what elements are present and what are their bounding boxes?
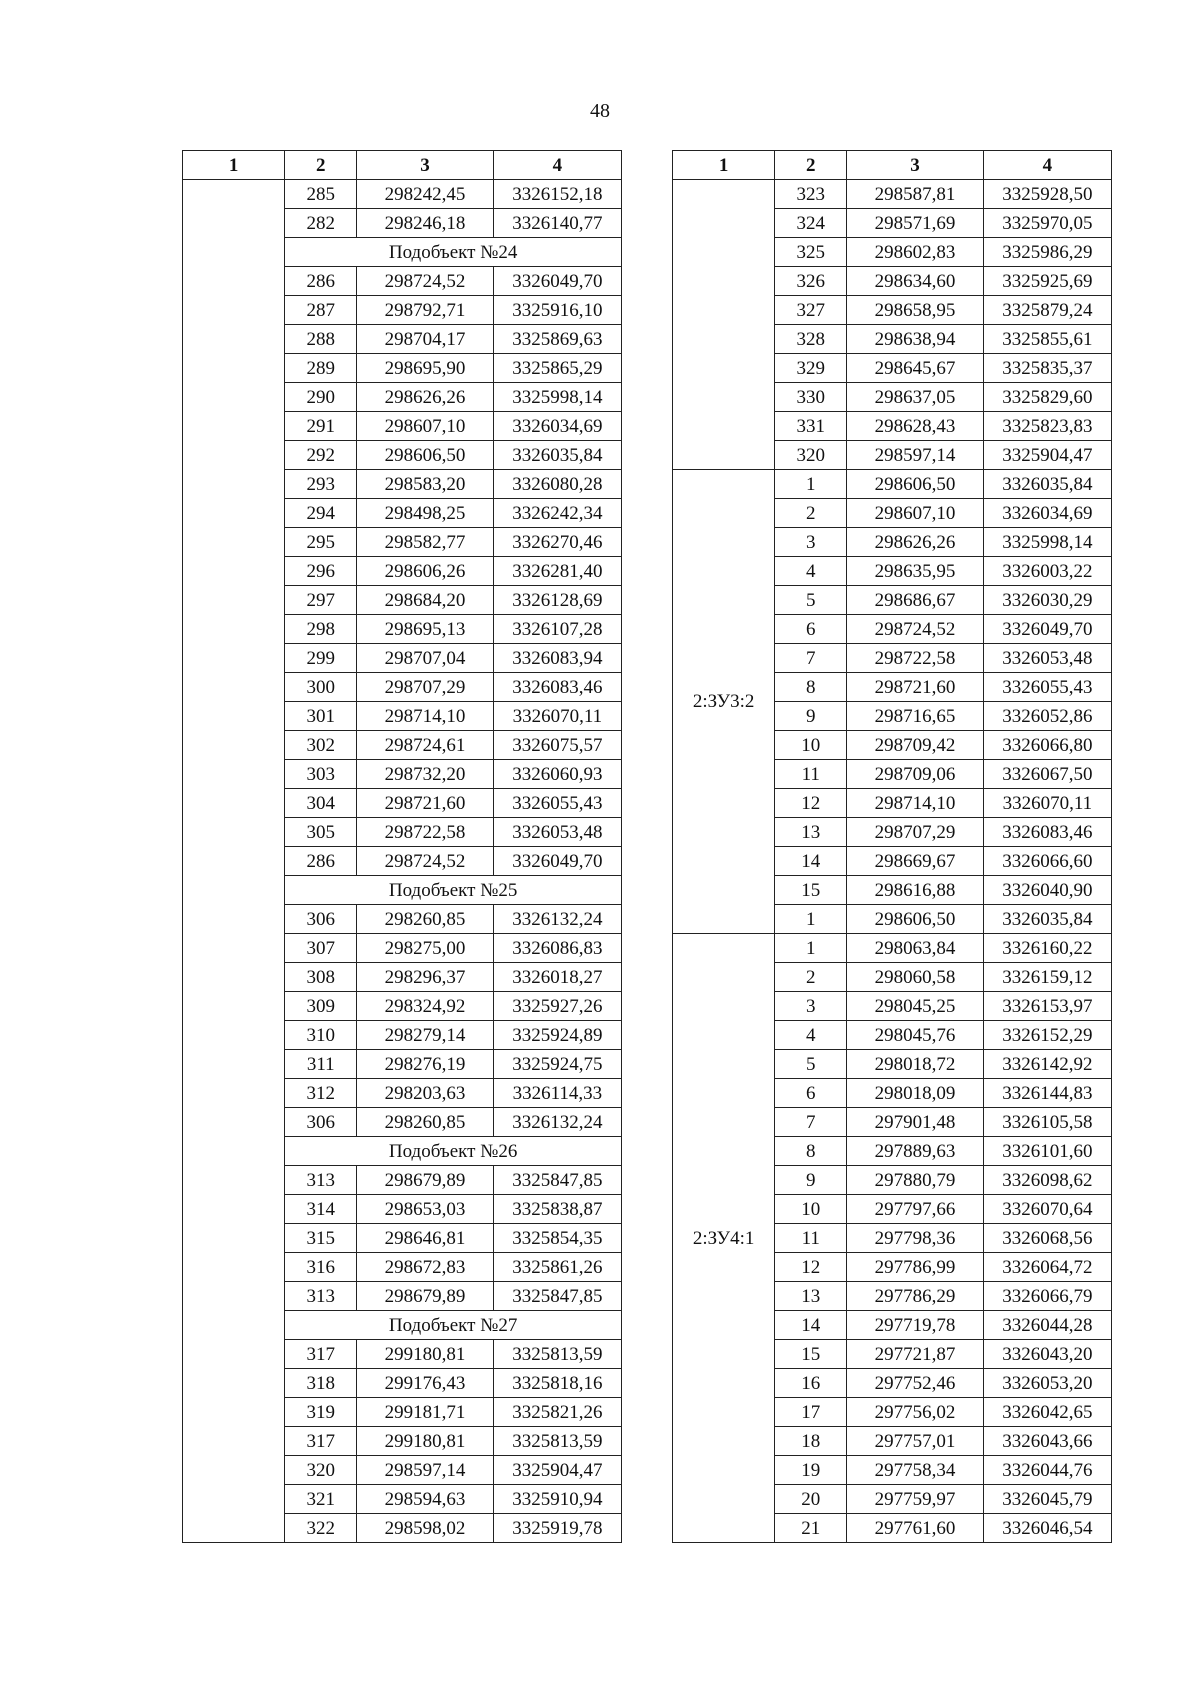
x-coordinate-cell: 298628,43 (847, 412, 983, 441)
x-coordinate-cell: 299180,81 (357, 1427, 493, 1456)
table-row (183, 180, 622, 209)
y-coordinate-cell: 3326128,69 (493, 586, 621, 615)
point-number-cell: 313 (285, 1282, 357, 1311)
header-col-2: 2 (285, 151, 357, 180)
x-coordinate-cell: 298296,37 (357, 963, 493, 992)
y-coordinate-cell: 3326132,24 (493, 1108, 621, 1137)
point-number-cell: 9 (775, 1166, 847, 1195)
point-number-cell: 4 (775, 557, 847, 586)
y-coordinate-cell: 3326066,79 (983, 1282, 1111, 1311)
point-number-cell: 299 (285, 644, 357, 673)
x-coordinate-cell: 298672,83 (357, 1253, 493, 1282)
subobject-title: Подобъект №25 (285, 876, 622, 905)
y-coordinate-cell: 3325854,35 (493, 1224, 621, 1253)
y-coordinate-cell: 3326144,83 (983, 1079, 1111, 1108)
x-coordinate-cell: 298709,42 (847, 731, 983, 760)
point-number-cell: 12 (775, 1253, 847, 1282)
x-coordinate-cell: 298246,18 (357, 209, 493, 238)
y-coordinate-cell: 3326152,29 (983, 1021, 1111, 1050)
x-coordinate-cell: 297756,02 (847, 1398, 983, 1427)
point-number-cell: 301 (285, 702, 357, 731)
y-coordinate-cell: 3326049,70 (493, 267, 621, 296)
y-coordinate-cell: 3325835,37 (983, 354, 1111, 383)
point-number-cell: 328 (775, 325, 847, 354)
y-coordinate-cell: 3326086,83 (493, 934, 621, 963)
x-coordinate-cell: 298669,67 (847, 847, 983, 876)
point-number-cell: 315 (285, 1224, 357, 1253)
y-coordinate-cell: 3326068,56 (983, 1224, 1111, 1253)
y-coordinate-cell: 3326046,54 (983, 1514, 1111, 1543)
x-coordinate-cell: 298695,90 (357, 354, 493, 383)
point-number-cell: 319 (285, 1398, 357, 1427)
table-header-row (183, 151, 622, 180)
y-coordinate-cell: 3326052,86 (983, 702, 1111, 731)
y-coordinate-cell: 3326105,58 (983, 1108, 1111, 1137)
point-number-cell: 15 (775, 1340, 847, 1369)
x-coordinate-cell: 298724,52 (357, 267, 493, 296)
y-coordinate-cell: 3326098,62 (983, 1166, 1111, 1195)
x-coordinate-cell: 297721,87 (847, 1340, 983, 1369)
y-coordinate-cell: 3326070,11 (493, 702, 621, 731)
y-coordinate-cell: 3325829,60 (983, 383, 1111, 412)
x-coordinate-cell: 298594,63 (357, 1485, 493, 1514)
y-coordinate-cell: 3326035,84 (983, 470, 1111, 499)
point-number-cell: 331 (775, 412, 847, 441)
point-number-cell: 3 (775, 992, 847, 1021)
y-coordinate-cell: 3326043,66 (983, 1427, 1111, 1456)
x-coordinate-cell: 298607,10 (847, 499, 983, 528)
y-coordinate-cell: 3325919,78 (493, 1514, 621, 1543)
x-coordinate-cell: 298606,50 (847, 905, 983, 934)
x-coordinate-cell: 298571,69 (847, 209, 983, 238)
y-coordinate-cell: 3325924,89 (493, 1021, 621, 1050)
y-coordinate-cell: 3326003,22 (983, 557, 1111, 586)
point-number-cell: 303 (285, 760, 357, 789)
point-number-cell: 8 (775, 1137, 847, 1166)
x-coordinate-cell: 297880,79 (847, 1166, 983, 1195)
point-number-cell: 323 (775, 180, 847, 209)
point-number-cell: 307 (285, 934, 357, 963)
object-id-cell (673, 180, 775, 470)
point-number-cell: 321 (285, 1485, 357, 1514)
x-coordinate-cell: 298607,10 (357, 412, 493, 441)
point-number-cell: 17 (775, 1398, 847, 1427)
x-coordinate-cell: 299176,43 (357, 1369, 493, 1398)
subobject-title: Подобъект №26 (285, 1137, 622, 1166)
point-number-cell: 287 (285, 296, 357, 325)
y-coordinate-cell: 3326070,64 (983, 1195, 1111, 1224)
y-coordinate-cell: 3326101,60 (983, 1137, 1111, 1166)
y-coordinate-cell: 3326083,46 (493, 673, 621, 702)
point-number-cell: 19 (775, 1456, 847, 1485)
y-coordinate-cell: 3325998,14 (493, 383, 621, 412)
y-coordinate-cell: 3325879,24 (983, 296, 1111, 325)
x-coordinate-cell: 298324,92 (357, 992, 493, 1021)
x-coordinate-cell: 298045,76 (847, 1021, 983, 1050)
y-coordinate-cell: 3326042,65 (983, 1398, 1111, 1427)
point-number-cell: 7 (775, 644, 847, 673)
y-coordinate-cell: 3326035,84 (983, 905, 1111, 934)
x-coordinate-cell: 298626,26 (357, 383, 493, 412)
x-coordinate-cell: 297798,36 (847, 1224, 983, 1253)
y-coordinate-cell: 3326053,48 (983, 644, 1111, 673)
coordinates-table-right (672, 150, 1112, 1543)
y-coordinate-cell: 3326242,34 (493, 499, 621, 528)
x-coordinate-cell: 298658,95 (847, 296, 983, 325)
point-number-cell: 5 (775, 1050, 847, 1079)
x-coordinate-cell: 298679,89 (357, 1166, 493, 1195)
x-coordinate-cell: 297759,97 (847, 1485, 983, 1514)
x-coordinate-cell: 297761,60 (847, 1514, 983, 1543)
y-coordinate-cell: 3325855,61 (983, 325, 1111, 354)
point-number-cell: 304 (285, 789, 357, 818)
point-number-cell: 286 (285, 847, 357, 876)
x-coordinate-cell: 298242,45 (357, 180, 493, 209)
x-coordinate-cell: 298582,77 (357, 528, 493, 557)
point-number-cell: 308 (285, 963, 357, 992)
x-coordinate-cell: 298653,03 (357, 1195, 493, 1224)
x-coordinate-cell: 298203,63 (357, 1079, 493, 1108)
x-coordinate-cell: 298018,72 (847, 1050, 983, 1079)
y-coordinate-cell: 3326034,69 (493, 412, 621, 441)
y-coordinate-cell: 3325916,10 (493, 296, 621, 325)
x-coordinate-cell: 298707,29 (357, 673, 493, 702)
x-coordinate-cell: 297786,29 (847, 1282, 983, 1311)
y-coordinate-cell: 3326075,57 (493, 731, 621, 760)
y-coordinate-cell: 3325998,14 (983, 528, 1111, 557)
point-number-cell: 291 (285, 412, 357, 441)
y-coordinate-cell: 3326044,28 (983, 1311, 1111, 1340)
point-number-cell: 300 (285, 673, 357, 702)
y-coordinate-cell: 3326142,92 (983, 1050, 1111, 1079)
y-coordinate-cell: 3326067,50 (983, 760, 1111, 789)
point-number-cell: 8 (775, 673, 847, 702)
point-number-cell: 316 (285, 1253, 357, 1282)
y-coordinate-cell: 3326040,90 (983, 876, 1111, 905)
y-coordinate-cell: 3326083,94 (493, 644, 621, 673)
point-number-cell: 313 (285, 1166, 357, 1195)
header-col-1: 1 (183, 151, 285, 180)
y-coordinate-cell: 3325838,87 (493, 1195, 621, 1224)
x-coordinate-cell: 298721,60 (847, 673, 983, 702)
point-number-cell: 3 (775, 528, 847, 557)
point-number-cell: 282 (285, 209, 357, 238)
y-coordinate-cell: 3326066,80 (983, 731, 1111, 760)
x-coordinate-cell: 298602,83 (847, 238, 983, 267)
x-coordinate-cell: 298606,50 (357, 441, 493, 470)
point-number-cell: 20 (775, 1485, 847, 1514)
x-coordinate-cell: 298732,20 (357, 760, 493, 789)
y-coordinate-cell: 3325986,29 (983, 238, 1111, 267)
point-number-cell: 320 (775, 441, 847, 470)
x-coordinate-cell: 298709,06 (847, 760, 983, 789)
x-coordinate-cell: 298684,20 (357, 586, 493, 615)
header-col-4: 4 (493, 151, 621, 180)
header-col-3: 3 (357, 151, 493, 180)
point-number-cell: 15 (775, 876, 847, 905)
y-coordinate-cell: 3326030,29 (983, 586, 1111, 615)
y-coordinate-cell: 3326132,24 (493, 905, 621, 934)
point-number-cell: 11 (775, 760, 847, 789)
y-coordinate-cell: 3326270,46 (493, 528, 621, 557)
y-coordinate-cell: 3325813,59 (493, 1427, 621, 1456)
y-coordinate-cell: 3326034,69 (983, 499, 1111, 528)
x-coordinate-cell: 298695,13 (357, 615, 493, 644)
point-number-cell: 1 (775, 470, 847, 499)
y-coordinate-cell: 3326064,72 (983, 1253, 1111, 1282)
y-coordinate-cell: 3326152,18 (493, 180, 621, 209)
point-number-cell: 18 (775, 1427, 847, 1456)
point-number-cell: 294 (285, 499, 357, 528)
y-coordinate-cell: 3326055,43 (983, 673, 1111, 702)
x-coordinate-cell: 298646,81 (357, 1224, 493, 1253)
point-number-cell: 314 (285, 1195, 357, 1224)
x-coordinate-cell: 298722,58 (357, 818, 493, 847)
y-coordinate-cell: 3325924,75 (493, 1050, 621, 1079)
y-coordinate-cell: 3325865,29 (493, 354, 621, 383)
y-coordinate-cell: 3325847,85 (493, 1282, 621, 1311)
x-coordinate-cell: 298707,29 (847, 818, 983, 847)
point-number-cell: 285 (285, 180, 357, 209)
x-coordinate-cell: 298498,25 (357, 499, 493, 528)
x-coordinate-cell: 299181,71 (357, 1398, 493, 1427)
x-coordinate-cell: 297719,78 (847, 1311, 983, 1340)
subobject-title: Подобъект №27 (285, 1311, 622, 1340)
x-coordinate-cell: 298597,14 (847, 441, 983, 470)
y-coordinate-cell: 3326140,77 (493, 209, 621, 238)
point-number-cell: 4 (775, 1021, 847, 1050)
point-number-cell: 289 (285, 354, 357, 383)
point-number-cell: 317 (285, 1427, 357, 1456)
y-coordinate-cell: 3325869,63 (493, 325, 621, 354)
x-coordinate-cell: 298724,52 (847, 615, 983, 644)
x-coordinate-cell: 298724,52 (357, 847, 493, 876)
header-col-3: 3 (847, 151, 983, 180)
point-number-cell: 298 (285, 615, 357, 644)
x-coordinate-cell: 298634,60 (847, 267, 983, 296)
x-coordinate-cell: 298716,65 (847, 702, 983, 731)
point-number-cell: 1 (775, 905, 847, 934)
header-col-1: 1 (673, 151, 775, 180)
x-coordinate-cell: 298635,95 (847, 557, 983, 586)
y-coordinate-cell: 3326053,20 (983, 1369, 1111, 1398)
object-id-cell: 2:ЗУ3:2 (673, 470, 775, 934)
x-coordinate-cell: 298707,04 (357, 644, 493, 673)
point-number-cell: 9 (775, 702, 847, 731)
y-coordinate-cell: 3326043,20 (983, 1340, 1111, 1369)
point-number-cell: 14 (775, 847, 847, 876)
x-coordinate-cell: 297757,01 (847, 1427, 983, 1456)
x-coordinate-cell: 298060,58 (847, 963, 983, 992)
y-coordinate-cell: 3325818,16 (493, 1369, 621, 1398)
x-coordinate-cell: 298598,02 (357, 1514, 493, 1543)
point-number-cell: 21 (775, 1514, 847, 1543)
point-number-cell: 318 (285, 1369, 357, 1398)
point-number-cell: 11 (775, 1224, 847, 1253)
x-coordinate-cell: 298276,19 (357, 1050, 493, 1079)
point-number-cell: 6 (775, 615, 847, 644)
point-number-cell: 302 (285, 731, 357, 760)
y-coordinate-cell: 3325904,47 (493, 1456, 621, 1485)
x-coordinate-cell: 299180,81 (357, 1340, 493, 1369)
object-id-cell (183, 180, 285, 1543)
x-coordinate-cell: 298721,60 (357, 789, 493, 818)
point-number-cell: 5 (775, 586, 847, 615)
point-number-cell: 309 (285, 992, 357, 1021)
x-coordinate-cell: 297901,48 (847, 1108, 983, 1137)
y-coordinate-cell: 3326035,84 (493, 441, 621, 470)
y-coordinate-cell: 3326083,46 (983, 818, 1111, 847)
point-number-cell: 310 (285, 1021, 357, 1050)
point-number-cell: 288 (285, 325, 357, 354)
x-coordinate-cell: 298260,85 (357, 1108, 493, 1137)
x-coordinate-cell: 298722,58 (847, 644, 983, 673)
point-number-cell: 10 (775, 1195, 847, 1224)
point-number-cell: 286 (285, 267, 357, 296)
table-header-row (673, 151, 1112, 180)
x-coordinate-cell: 298018,09 (847, 1079, 983, 1108)
x-coordinate-cell: 298637,05 (847, 383, 983, 412)
y-coordinate-cell: 3325928,50 (983, 180, 1111, 209)
point-number-cell: 306 (285, 1108, 357, 1137)
x-coordinate-cell: 298587,81 (847, 180, 983, 209)
x-coordinate-cell: 298626,26 (847, 528, 983, 557)
y-coordinate-cell: 3326160,22 (983, 934, 1111, 963)
point-number-cell: 297 (285, 586, 357, 615)
y-coordinate-cell: 3325821,26 (493, 1398, 621, 1427)
point-number-cell: 6 (775, 1079, 847, 1108)
x-coordinate-cell: 298679,89 (357, 1282, 493, 1311)
point-number-cell: 305 (285, 818, 357, 847)
x-coordinate-cell: 298063,84 (847, 934, 983, 963)
x-coordinate-cell: 298704,17 (357, 325, 493, 354)
y-coordinate-cell: 3326049,70 (983, 615, 1111, 644)
y-coordinate-cell: 3325847,85 (493, 1166, 621, 1195)
point-number-cell: 295 (285, 528, 357, 557)
table-row (673, 180, 1112, 209)
y-coordinate-cell: 3326107,28 (493, 615, 621, 644)
x-coordinate-cell: 298714,10 (357, 702, 493, 731)
y-coordinate-cell: 3326044,76 (983, 1456, 1111, 1485)
point-number-cell: 13 (775, 818, 847, 847)
point-number-cell: 16 (775, 1369, 847, 1398)
object-id-cell: 2:ЗУ4:1 (673, 934, 775, 1543)
point-number-cell: 330 (775, 383, 847, 412)
point-number-cell: 13 (775, 1282, 847, 1311)
y-coordinate-cell: 3326070,11 (983, 789, 1111, 818)
x-coordinate-cell: 297758,34 (847, 1456, 983, 1485)
x-coordinate-cell: 298606,26 (357, 557, 493, 586)
point-number-cell: 311 (285, 1050, 357, 1079)
x-coordinate-cell: 298714,10 (847, 789, 983, 818)
y-coordinate-cell: 3326114,33 (493, 1079, 621, 1108)
point-number-cell: 327 (775, 296, 847, 325)
x-coordinate-cell: 298724,61 (357, 731, 493, 760)
y-coordinate-cell: 3325823,83 (983, 412, 1111, 441)
point-number-cell: 326 (775, 267, 847, 296)
y-coordinate-cell: 3326080,28 (493, 470, 621, 499)
coordinates-table-left (182, 150, 622, 1543)
y-coordinate-cell: 3325970,05 (983, 209, 1111, 238)
x-coordinate-cell: 298616,88 (847, 876, 983, 905)
page-number: 48 (590, 100, 610, 122)
y-coordinate-cell: 3326055,43 (493, 789, 621, 818)
y-coordinate-cell: 3326281,40 (493, 557, 621, 586)
point-number-cell: 14 (775, 1311, 847, 1340)
x-coordinate-cell: 298686,67 (847, 586, 983, 615)
point-number-cell: 2 (775, 499, 847, 528)
point-number-cell: 7 (775, 1108, 847, 1137)
y-coordinate-cell: 3325904,47 (983, 441, 1111, 470)
point-number-cell: 10 (775, 731, 847, 760)
y-coordinate-cell: 3326159,12 (983, 963, 1111, 992)
x-coordinate-cell: 298638,94 (847, 325, 983, 354)
point-number-cell: 324 (775, 209, 847, 238)
y-coordinate-cell: 3325927,26 (493, 992, 621, 1021)
point-number-cell: 320 (285, 1456, 357, 1485)
x-coordinate-cell: 297889,63 (847, 1137, 983, 1166)
point-number-cell: 2 (775, 963, 847, 992)
y-coordinate-cell: 3326053,48 (493, 818, 621, 847)
y-coordinate-cell: 3325910,94 (493, 1485, 621, 1514)
y-coordinate-cell: 3326049,70 (493, 847, 621, 876)
point-number-cell: 293 (285, 470, 357, 499)
x-coordinate-cell: 298583,20 (357, 470, 493, 499)
header-col-4: 4 (983, 151, 1111, 180)
point-number-cell: 317 (285, 1340, 357, 1369)
x-coordinate-cell: 298279,14 (357, 1021, 493, 1050)
x-coordinate-cell: 297786,99 (847, 1253, 983, 1282)
point-number-cell: 329 (775, 354, 847, 383)
x-coordinate-cell: 298260,85 (357, 905, 493, 934)
point-number-cell: 296 (285, 557, 357, 586)
y-coordinate-cell: 3326045,79 (983, 1485, 1111, 1514)
x-coordinate-cell: 298792,71 (357, 296, 493, 325)
point-number-cell: 292 (285, 441, 357, 470)
x-coordinate-cell: 298045,25 (847, 992, 983, 1021)
point-number-cell: 12 (775, 789, 847, 818)
y-coordinate-cell: 3325925,69 (983, 267, 1111, 296)
y-coordinate-cell: 3326066,60 (983, 847, 1111, 876)
y-coordinate-cell: 3326060,93 (493, 760, 621, 789)
point-number-cell: 1 (775, 934, 847, 963)
x-coordinate-cell: 297797,66 (847, 1195, 983, 1224)
point-number-cell: 325 (775, 238, 847, 267)
x-coordinate-cell: 298645,67 (847, 354, 983, 383)
y-coordinate-cell: 3326153,97 (983, 992, 1111, 1021)
point-number-cell: 312 (285, 1079, 357, 1108)
x-coordinate-cell: 298597,14 (357, 1456, 493, 1485)
subobject-title: Подобъект №24 (285, 238, 622, 267)
point-number-cell: 322 (285, 1514, 357, 1543)
header-col-2: 2 (775, 151, 847, 180)
point-number-cell: 290 (285, 383, 357, 412)
table-row (673, 470, 1112, 499)
x-coordinate-cell: 297752,46 (847, 1369, 983, 1398)
y-coordinate-cell: 3326018,27 (493, 963, 621, 992)
table-row (673, 934, 1112, 963)
y-coordinate-cell: 3325861,26 (493, 1253, 621, 1282)
point-number-cell: 306 (285, 905, 357, 934)
x-coordinate-cell: 298275,00 (357, 934, 493, 963)
x-coordinate-cell: 298606,50 (847, 470, 983, 499)
y-coordinate-cell: 3325813,59 (493, 1340, 621, 1369)
